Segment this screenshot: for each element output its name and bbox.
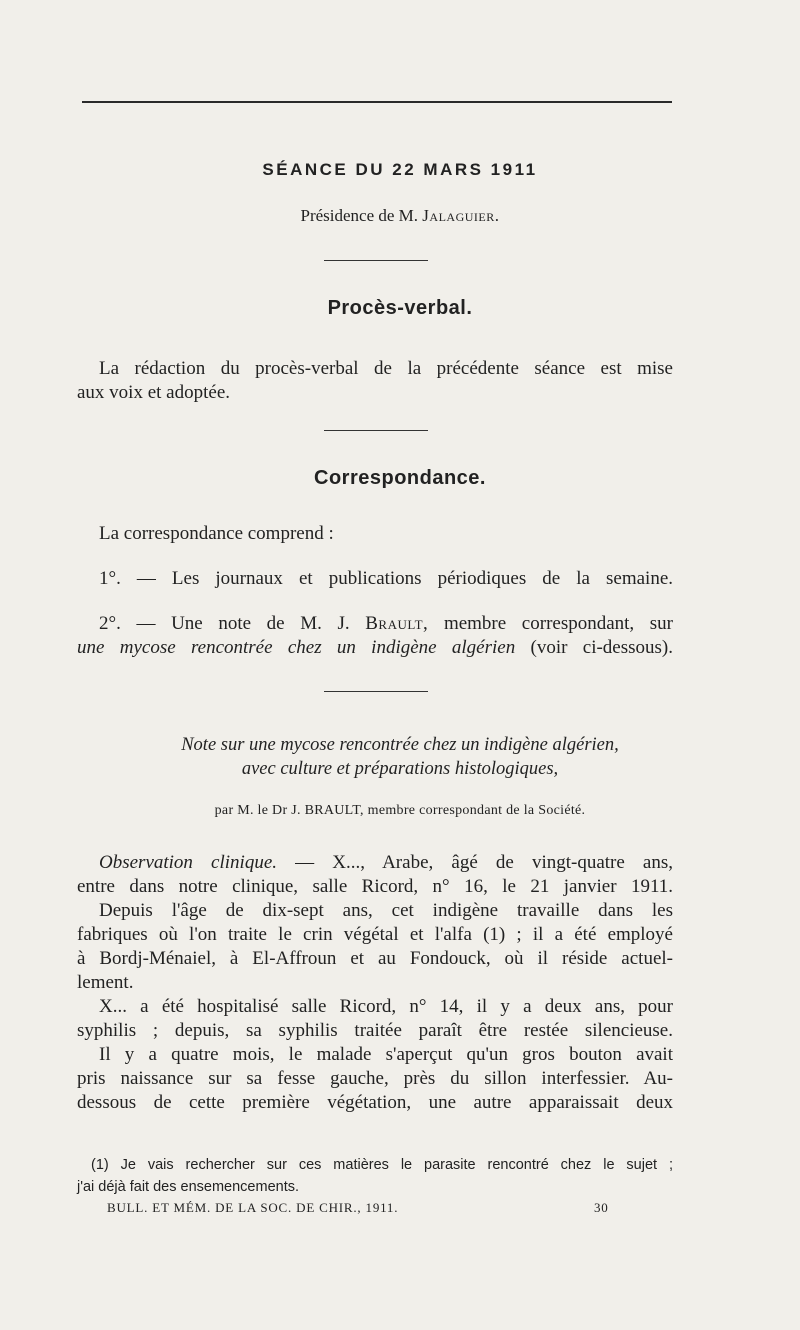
separator-3	[324, 691, 428, 692]
footnote	[77, 1154, 673, 1198]
note-byline: par M. le Dr J. BRAULT, membre correspondant de la Société.	[214, 803, 586, 818]
separator-2	[324, 430, 428, 431]
proces-verbal-paragraph	[77, 357, 673, 405]
presidence-prefix: Présidence de M.	[300, 206, 419, 225]
observation-line-5: à Bordj-Ménaiel, à El-Affroun et au Fondouck, où il réside actuel-	[77, 948, 673, 969]
note-title-line-2: avec culture et préparations histologiques,	[241, 759, 559, 779]
observation-line-1	[77, 851, 673, 875]
item-2-suffix: membre correspondant, sur	[443, 613, 674, 634]
correspondance-item-2-line-2	[77, 636, 673, 660]
separator-1	[324, 260, 428, 261]
item-2-title-italic: une mycose rencontrée chez un indigène algérien	[77, 637, 516, 658]
observation-line-2: entre dans notre clinique, salle Ricord, n° 16, le 21 janvier 1911.	[77, 876, 673, 897]
footer-journal: BULL. ET MÉM. DE LA SOC. DE CHIR., 1911.	[107, 1200, 399, 1215]
proces-verbal-line-1: La rédaction du procès-verbal de la précédente séance est mise	[99, 358, 673, 379]
observation-line-11: dessous de cette première végétation, une autre apparaissait deux	[77, 1092, 673, 1113]
item-2-author: Brault,	[365, 613, 429, 634]
observation-line-7: X... a été hospitalisé salle Ricord, n° 14, il y a deux ans, pour	[99, 996, 673, 1017]
footnote-line-1: (1) Je vais rechercher sur ces matières le parasite rencontré chez le sujet ;	[91, 1157, 673, 1173]
item-2-reference: (voir ci-dessous).	[530, 637, 673, 658]
president-name: Jalaguier.	[422, 206, 500, 225]
top-rule	[82, 101, 672, 103]
observation-paragraph	[77, 851, 673, 1115]
proces-verbal-line-2: aux voix et adoptée.	[77, 382, 231, 403]
correspondance-item-2-line-1	[77, 612, 673, 636]
presidence-line	[0, 206, 800, 226]
footnote-line-2: j'ai déjà fait des ensemencements.	[77, 1179, 300, 1195]
proces-verbal-heading: Procès-verbal.	[327, 297, 473, 319]
correspondance-intro: La correspondance comprend :	[99, 523, 334, 544]
observation-line-4: fabriques où l'on traite le crin végétal et l'alfa (1) ; il a été employé	[77, 924, 673, 945]
observation-line-9: Il y a quatre mois, le malade s'aperçut qu'un gros bouton avait	[99, 1044, 673, 1065]
correspondance-item-1	[99, 567, 673, 591]
note-title-line-1: Note sur une mycose rencontrée chez un indigène algérien,	[181, 735, 619, 755]
correspondance-heading: Correspondance.	[314, 467, 486, 489]
correspondance-item-1-text: 1°. — Les journaux et publications périodiques de la semaine.	[99, 568, 673, 589]
observation-line-1-text: — X..., Arabe, âgé de vingt-quatre ans,	[295, 852, 674, 873]
observation-line-3: Depuis l'âge de dix-sept ans, cet indigène travaille dans les	[99, 900, 673, 921]
observation-line-8: syphilis ; depuis, sa syphilis traitée paraît être restée silencieuse.	[77, 1020, 673, 1041]
footer-page-number: 30	[594, 1200, 609, 1215]
observation-line-6: lement.	[77, 972, 134, 993]
correspondance-item-2	[77, 612, 673, 660]
note-title	[0, 733, 800, 781]
observation-line-10: pris naissance sur sa fesse gauche, près du sillon interfessier. Au-	[77, 1068, 673, 1089]
item-2-prefix: 2°. — Une note de M. J.	[99, 613, 350, 634]
seance-title: SÉANCE DU 22 MARS 1911	[262, 160, 538, 179]
observation-label: Observation clinique.	[99, 852, 278, 873]
